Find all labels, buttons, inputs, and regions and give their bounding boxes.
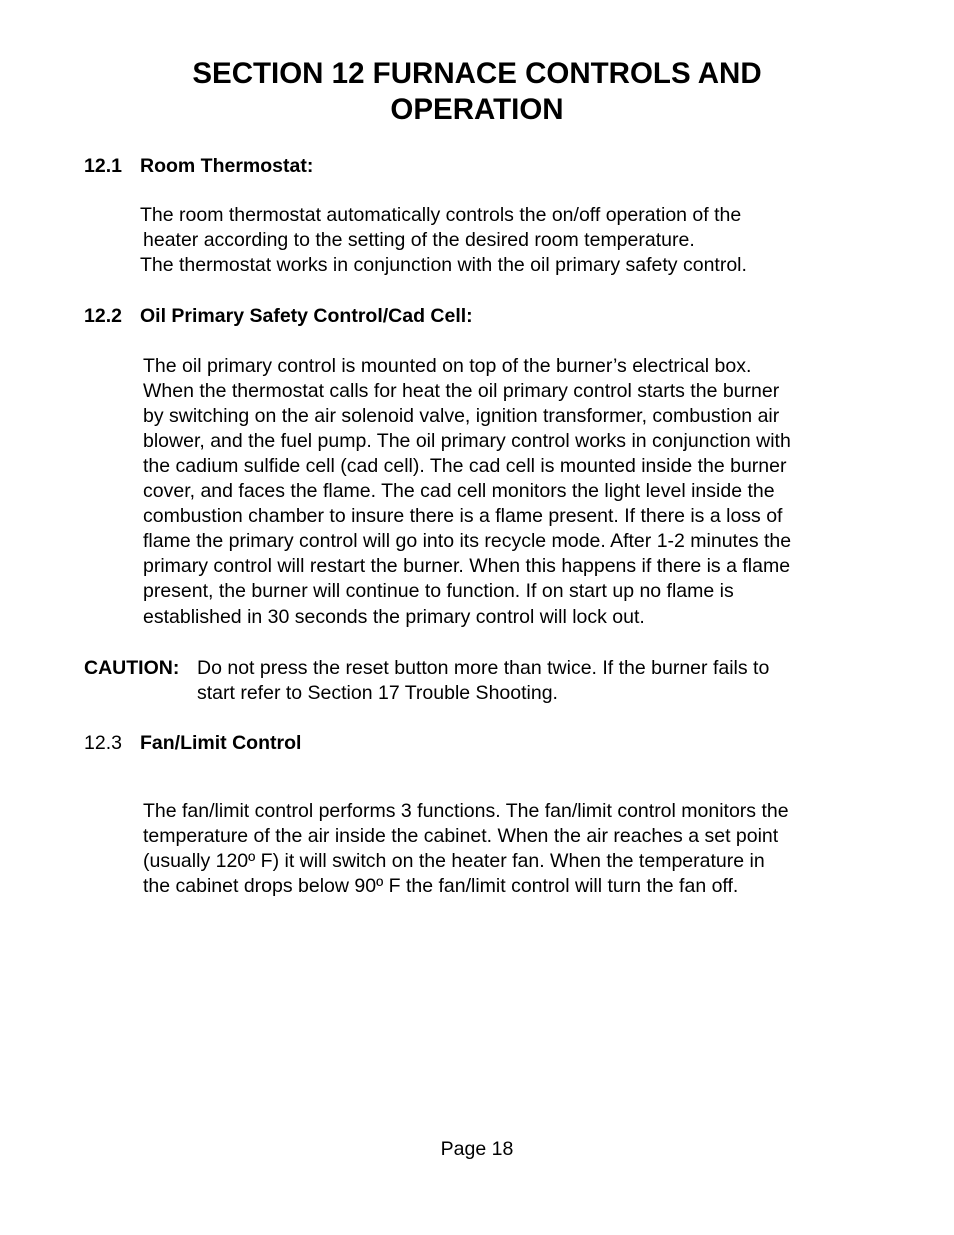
- paragraph-line: established in 30 seconds the primary control will lock out.: [143, 606, 645, 628]
- paragraph-line: flame the primary control will go into its recycle mode. After 1-2 minutes the: [143, 530, 792, 552]
- paragraph-line: the cadium sulfide cell (cad cell). The cad cell is mounted inside the burner: [143, 455, 787, 477]
- section-12-2-heading: [84, 304, 473, 328]
- paragraph-line: The oil primary control is mounted on top of the burner’s electrical box.: [143, 355, 752, 377]
- section-number: 12.1: [84, 155, 122, 177]
- paragraph-line: by switching on the air solenoid valve, ignition transformer, combustion air: [143, 405, 780, 427]
- section-number: 12.3: [84, 732, 122, 754]
- section-12-1-heading: [84, 154, 313, 178]
- paragraph-line: primary control will restart the burner. When this happens if there is a flame: [143, 555, 791, 577]
- section-heading-text: Oil Primary Safety Control/Cad Cell:: [140, 305, 473, 327]
- paragraph-line: cover, and faces the flame. The cad cell monitors the light level inside the: [143, 480, 775, 502]
- caution-line: start refer to Section 17 Trouble Shooting.: [197, 682, 558, 704]
- paragraph-line: The room thermostat automatically controls the on/off operation of the: [140, 204, 742, 226]
- page-title-line-1: SECTION 12 FURNACE CONTROLS AND: [192, 57, 762, 90]
- section-heading-text: Fan/Limit Control: [140, 732, 302, 754]
- page-title-line-2: OPERATION: [390, 93, 564, 126]
- page-title: [0, 56, 954, 128]
- paragraph-line: combustion chamber to insure there is a flame present. If there is a loss of: [143, 505, 783, 527]
- paragraph-line: temperature of the air inside the cabinet. When the air reaches a set point: [143, 825, 779, 847]
- caution-line: Do not press the reset button more than twice. If the burner fails to: [197, 657, 770, 679]
- page-number: Page 18: [440, 1138, 514, 1160]
- section-heading-text: Room Thermostat:: [140, 155, 314, 177]
- paragraph-line: (usually 120º F) it will switch on the heater fan. When the temperature in: [143, 850, 765, 872]
- paragraph-line: heater according to the setting of the desired room temperature.: [143, 229, 695, 251]
- caution-label: CAUTION:: [84, 657, 180, 679]
- paragraph-line: present, the burner will continue to function. If on start up no flame is: [143, 580, 734, 602]
- section-12-3-heading: [84, 731, 301, 755]
- section-number: 12.2: [84, 305, 122, 327]
- paragraph-line: blower, and the fuel pump. The oil primary control works in conjunction with: [143, 430, 791, 452]
- paragraph-line: the cabinet drops below 90º F the fan/limit control will turn the fan off.: [143, 875, 739, 897]
- paragraph-line: The thermostat works in conjunction with the oil primary safety control.: [140, 254, 747, 276]
- paragraph-line: When the thermostat calls for heat the oil primary control starts the burner: [143, 380, 780, 402]
- paragraph-line: The fan/limit control performs 3 functions. The fan/limit control monitors the: [143, 800, 789, 822]
